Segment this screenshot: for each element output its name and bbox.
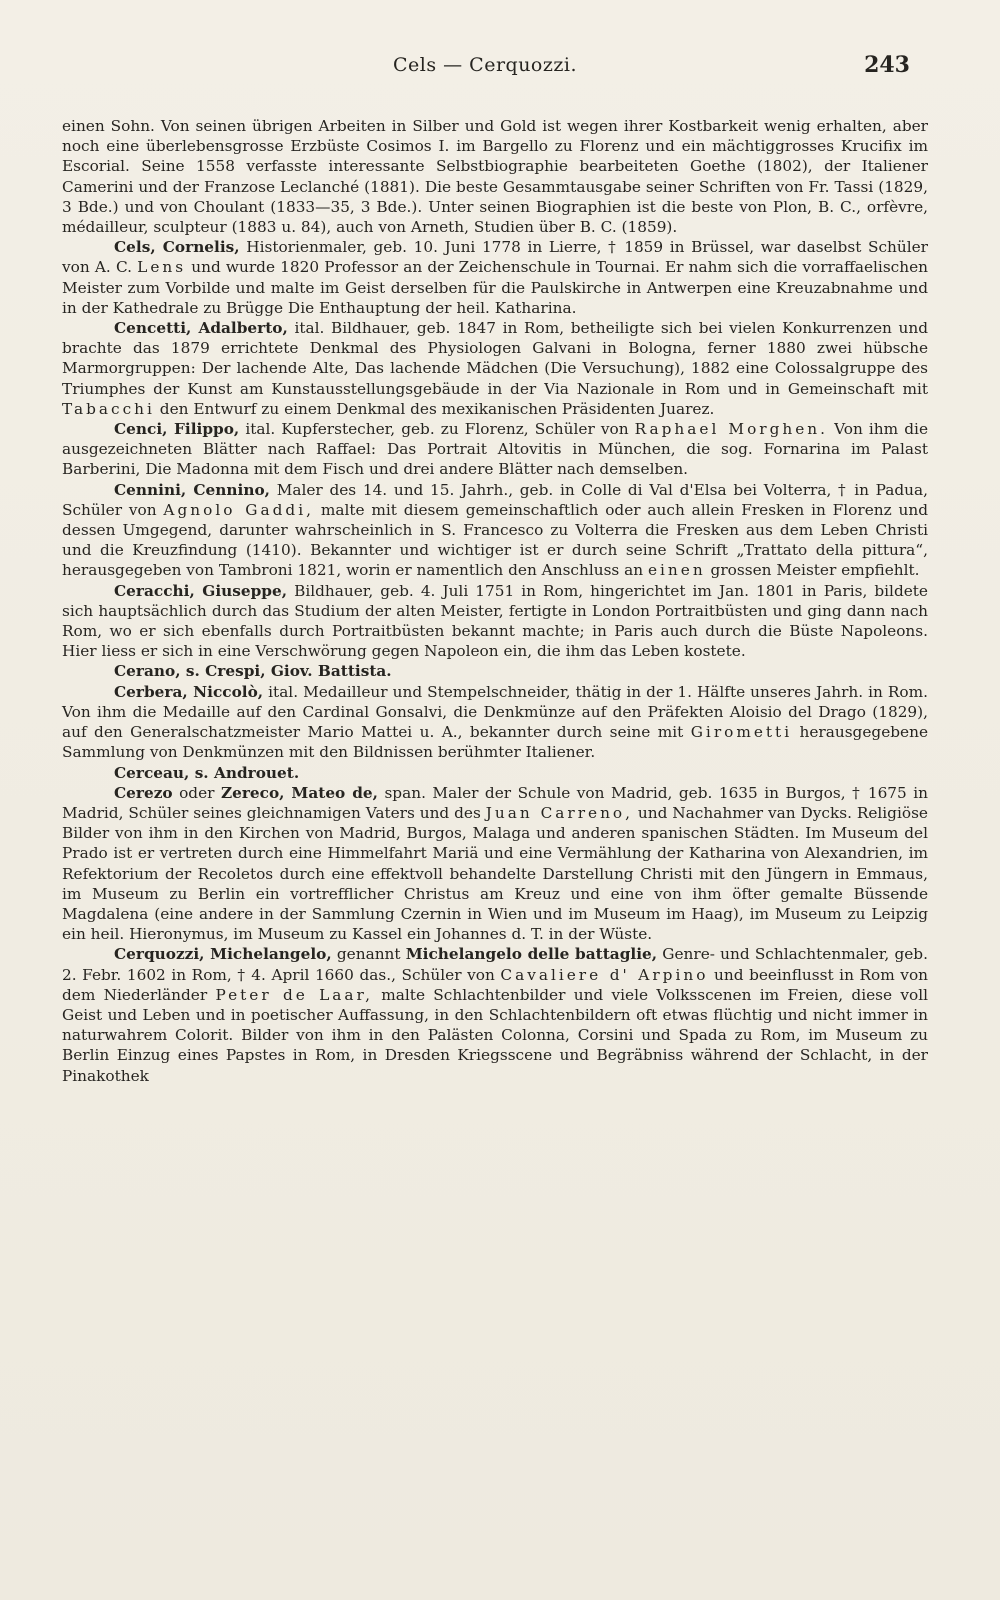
entry-headword: Cerceau, s. Androuet. bbox=[114, 763, 300, 782]
entry-text: span. Maler der Schule von Madrid, geb. 1635 in Burgos, † 1675 in Madrid, Schüler seines gleichnamigen Vaters und des bbox=[62, 783, 928, 822]
entry-text: grossen Meister empfiehlt. bbox=[705, 561, 920, 580]
entry-headword: Cerbera, Niccolò, bbox=[114, 682, 264, 701]
spaced-name: Agnolo Gaddi, bbox=[163, 500, 314, 519]
entry-text: Bildhauer, geb. 4. Juli 1751 in Rom, hingerichtet im Jan. 1801 in Paris, bildete sich hauptsächlich durch das Studium der alten Meister, fertigte in London Portraitbüsten und ging dann nach Rom, wo er sich ebenfalls durch Portraitbüsten bekannt machte; in Paris auch durch die Büste Napoleons. Hier liess er sich in eine Verschwörung gegen Napoleon ein, die ihm das Leben kostete. bbox=[62, 581, 928, 661]
entry-text: einen Sohn. Von seinen übrigen Arbeiten in Silber und Gold ist wegen ihrer Kostbarkeit wenig erhalten, aber noch eine überlebensgrosse Erzbüste Cosimos I. im Bargello zu Florenz und ein mächtiggrosses Krucifix im Escorial. Seine 1558 verfasste interessante Selbstbiographie bearbeiteten Goethe (1802), der Italiener Camerini und der Franzose Leclanché (1881). Die beste Gesammtausgabe seiner Schriften von Fr. Tassi (1829, 3 Bde.) und von Choulant (1833—35, 3 Bde.). Unter seinen Biographien ist die beste von Plon, B. C., orfèvre, médailleur, sculpteur (1883 u. 84), auch von Arneth, Studien über B. C. (1859). bbox=[62, 117, 928, 237]
continued-paragraph bbox=[62, 116, 928, 237]
entry-text: Von ihm die ausgezeichneten Blätter nach Raffael: Das Portrait Altovitis in München, die sog. Fornarina im Palast Barberini, Die Madonna mit dem Fisch und drei andere Blätter nach demselben. bbox=[62, 420, 928, 479]
dictionary-entry bbox=[62, 763, 928, 783]
entry-text: und beeinflusst in Rom von dem Niederländer bbox=[62, 965, 929, 1004]
entry-text: genannt bbox=[331, 945, 406, 964]
entry-headword: Cerano, s. Crespi, Giov. Battista. bbox=[114, 662, 392, 681]
spaced-name: Peter de Laar, bbox=[215, 985, 373, 1004]
entry-headword: Cencetti, Adalberto, bbox=[114, 319, 288, 338]
dictionary-entry bbox=[62, 661, 928, 681]
dictionary-entry bbox=[62, 682, 928, 763]
dictionary-text bbox=[62, 116, 928, 1086]
entry-headword: Zereco, Mateo de, bbox=[220, 783, 378, 802]
entry-text: ital. Kupferstecher, geb. zu Florenz, Schüler von bbox=[239, 420, 635, 439]
spaced-name: Cavaliere d' Arpino bbox=[500, 965, 709, 984]
entry-headword: Cerquozzi, Michelangelo, bbox=[114, 945, 332, 964]
entry-text: ital. Bildhauer, geb. 1847 in Rom, betheiligte sich bei vielen Konkurrenzen und brachte das 1879 errichtete Denkmal des Physiologen Galvani in Bologna, ferner 1880 zwei hübsche Marmorgruppen: Der lachende Alte, Das lachende Mädchen (Die Versuchung), 1882 eine Colossalgruppe des Triumphes der Kunst am Kunstausstellungsgebäude in der Via Nazionale in Rom und in Gemeinschaft mit bbox=[62, 319, 928, 398]
entry-headword: Cerezo bbox=[114, 783, 173, 802]
entry-headword: Michelangelo delle battaglie, bbox=[405, 945, 658, 964]
entry-headword: Cennini, Cennino, bbox=[114, 480, 270, 499]
spaced-name: Girometti bbox=[690, 723, 793, 742]
entry-headword: Cels, Cornelis, bbox=[114, 238, 240, 257]
running-title: Cels — Cerquozzi. bbox=[392, 54, 578, 76]
entry-text: und wurde 1820 Professor an der Zeichenschule in Tournai. Er nahm sich die vorraffaelischen Meister zum Vorbilde und malte im Geist derselben für die Paulskirche in Antwerpen eine Kreuzabnahme und in der Kathedrale zu Brügge Die Enthauptung der heil. Katharina. bbox=[62, 258, 928, 317]
dictionary-entry bbox=[62, 237, 928, 318]
spaced-name: einen bbox=[647, 561, 706, 580]
entry-text: herausgegebene Sammlung von Denkmünzen mit den Bildnissen berühmter Italiener. bbox=[62, 723, 928, 762]
spaced-name: Tabacchi bbox=[62, 399, 155, 418]
dictionary-entry bbox=[62, 318, 928, 419]
entry-text: Historienmaler, geb. 10. Juni 1778 in Lierre, † 1859 in Brüssel, war daselbst Schüler von A. C. bbox=[62, 238, 928, 277]
dictionary-entry bbox=[62, 480, 928, 581]
entry-text: oder bbox=[172, 783, 221, 802]
dictionary-entry bbox=[62, 783, 928, 945]
dictionary-entry bbox=[62, 944, 928, 1085]
page-header bbox=[60, 54, 910, 86]
entry-headword: Cenci, Filippo, bbox=[114, 420, 240, 439]
spaced-name: Raphael Morghen. bbox=[634, 420, 829, 439]
entry-text: ital. Medailleur und Stempelschneider, thätig in der 1. Hälfte unseres Jahrh. in Rom. Von ihm die Medaille auf den Cardinal Gonsalvi, die Denkmünze auf den Präfekten Aloisio del Drago (1829), auf den Generalschatzmeister Mario Mattei u. A., bekannter durch seine mit bbox=[62, 682, 929, 742]
spaced-name: Juan Carreno, bbox=[485, 803, 633, 822]
page-number: 243 bbox=[864, 52, 910, 78]
dictionary-entry bbox=[62, 581, 928, 662]
entry-text: malte mit diesem gemeinschaftlich oder auch allein Fresken in Florenz und dessen Umgegend, darunter wahrscheinlich in S. Francesco zu Volterra die Fresken aus dem Leben Christi und die Kreuzfindung (1410). Bekannter und wichtiger ist er durch seine Schrift „Trattato della pittura“, herausgegeben von Tambroni 1821, worin er namentlich den Anschluss an bbox=[62, 500, 929, 580]
entry-text: malte Schlachtenbilder und viele Volksscenen im Freien, diese voll Geist und Leben und in poetischer Auffassung, in den Schlachtenbildern oft etwas flüchtig und nicht immer in naturwahrem Colorit. Bilder von ihm in den Palästen Colonna, Corsini und Spada zu Rom, im Museum zu Berlin Einzug eines Papstes in Rom, in Dresden Kriegsscene und Begräbniss während der Schlacht, in der Pinakothek bbox=[62, 985, 928, 1085]
dictionary-entry bbox=[62, 419, 928, 480]
entry-text: den Entwurf zu einem Denkmal des mexikanischen Präsidenten Juarez. bbox=[154, 399, 715, 418]
spaced-name: Lens bbox=[137, 258, 187, 277]
entry-headword: Ceracchi, Giuseppe, bbox=[114, 581, 288, 600]
entry-text: Genre- und Schlachtenmaler, geb. 2. Febr. 1602 in Rom, † 4. April 1660 das., Schüler von bbox=[62, 945, 928, 984]
entry-text: Maler des 14. und 15. Jahrh., geb. in Colle di Val d'Elsa bei Volterra, † in Padua, Schüler von bbox=[62, 480, 928, 519]
entry-text: und Nachahmer van Dycks. Religiöse Bilder von ihm in den Kirchen von Madrid, Burgos, Malaga und anderen spanischen Städten. Im Museum del Prado ist er vertreten durch eine Himmelfahrt Mariä und eine Vermählung der Katharina von Alexandrien, im Refektorium der Recoletos durch eine effektvoll behandelte Darstellung Christi mit den Jüngern in Emmaus, im Museum zu Berlin ein vortrefflicher Christus am Kreuz und eine von ihm öfter gemalte Büssende Magdalena (eine andere in der Sammlung Czernin in Wien und im Museum im Haag), im Museum zu Leipzig ein heil. Hieronymus, im Museum zu Kassel ein Johannes d. T. in der Wüste. bbox=[62, 803, 928, 944]
